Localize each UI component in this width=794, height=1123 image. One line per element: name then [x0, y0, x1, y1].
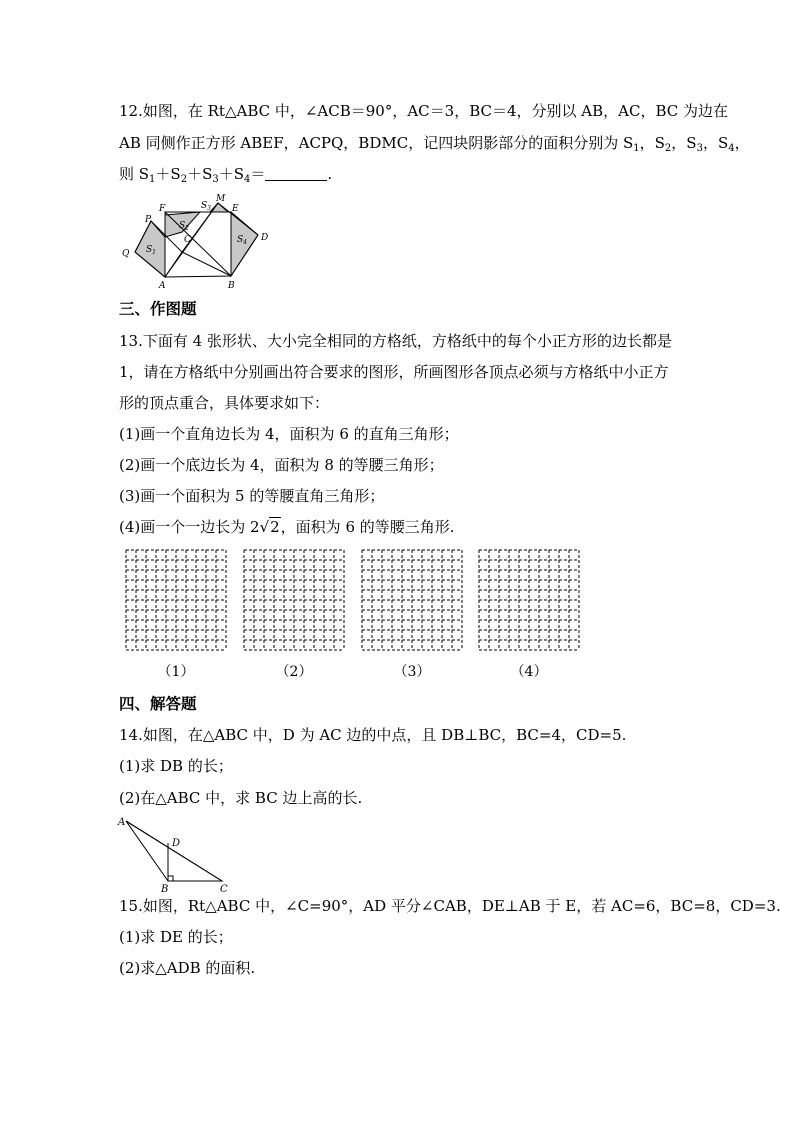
grid-caption-4: （4） [510, 664, 548, 680]
label-P: P [145, 215, 152, 225]
label-B: B [228, 281, 235, 291]
label-S4: $S_4$ [237, 235, 247, 246]
q13-line-2: 1，请在方格纸中分别画出符合要求的图形，所画图形各顶点必须与方格纸中小正方 [119, 363, 669, 381]
grid-paper-2 [242, 549, 346, 651]
grid-caption-3: （3） [393, 664, 431, 680]
label-A: A [159, 281, 166, 291]
q13-item-2: (2)画一个底边长为 4，面积为 8 的等腰三角形； [119, 456, 444, 474]
q13-item-1: (1)画一个直角边长为 4，面积为 6 的直角三角形； [119, 425, 459, 443]
label-E: E [232, 204, 239, 214]
answer-blank [265, 166, 327, 181]
q15-line-1: 15.如图，Rt△ABC 中，∠C=90°，AD 平分∠CAB，DE⊥AB 于 E，若 AC=6，BC=8，CD=3. [119, 897, 781, 915]
q13-item-3: (3)画一个面积为 5 的等腰直角三角形； [119, 487, 385, 505]
label-M: M [216, 194, 226, 204]
grid-caption-1: （1） [157, 664, 195, 680]
q15-item-1: (1)求 DE 的长； [119, 928, 233, 946]
q12-line-1: 12.如图，在 Rt△ABC 中，∠ACB＝90°，AC＝3，BC＝4，分别以 AB，AC，BC 为边在 [119, 102, 729, 120]
grid-caption-2: （2） [275, 664, 313, 680]
q12-line-3: 则 $S_1+S_2+S_3+S_4=$ . [119, 165, 333, 185]
q14-item-2: (2)在△ABC 中，求 BC 边上高的长. [119, 789, 363, 807]
label-C: C [220, 884, 228, 895]
grid-paper-3 [360, 549, 464, 651]
q14-item-1: (1)求 DB 的长； [119, 757, 233, 775]
label-D: D [261, 233, 269, 243]
q13-item-4: (4)画一个一边长为 2√2，面积为 6 的等腰三角形. [119, 518, 455, 536]
label-D: D [172, 838, 181, 849]
label-A: A [118, 817, 126, 828]
section-3-heading: 三、作图题 [119, 300, 197, 318]
q12-line-2: AB 同侧作正方形 ABEF，ACPQ，BDMC，记四块阴影部分的面积分别为 $S_1$，$S_2$，$S_3$，$S_4$， [119, 134, 750, 154]
grid-paper-4 [477, 549, 581, 651]
q13-line-1: 13.下面有 4 张形状、大小完全相同的方格纸，方格纸中的每个小正方形的边长都是 [119, 332, 672, 350]
section-4-heading: 四、解答题 [119, 695, 197, 713]
label-B: B [161, 884, 169, 895]
q13-line-3: 形的顶点重合，具体要求如下： [119, 394, 330, 412]
label-S2: $S_2$ [179, 221, 189, 232]
q14-figure [116, 813, 236, 895]
label-F: F [159, 204, 166, 214]
grid-paper-1 [124, 549, 228, 651]
q15-item-2: (2)求△ADB 的面积. [119, 959, 256, 977]
label-S3: $S_3$ [201, 201, 211, 212]
label-C: C [184, 235, 191, 245]
label-Q: Q [122, 249, 130, 259]
label-S1: $S_1$ [146, 245, 156, 256]
q12-figure [118, 192, 278, 292]
q14-line-1: 14.如图，在△ABC 中，D 为 AC 边的中点，且 DB⊥BC，BC=4，CD=5. [119, 726, 627, 744]
sqrt-symbol: √2 [259, 518, 280, 536]
